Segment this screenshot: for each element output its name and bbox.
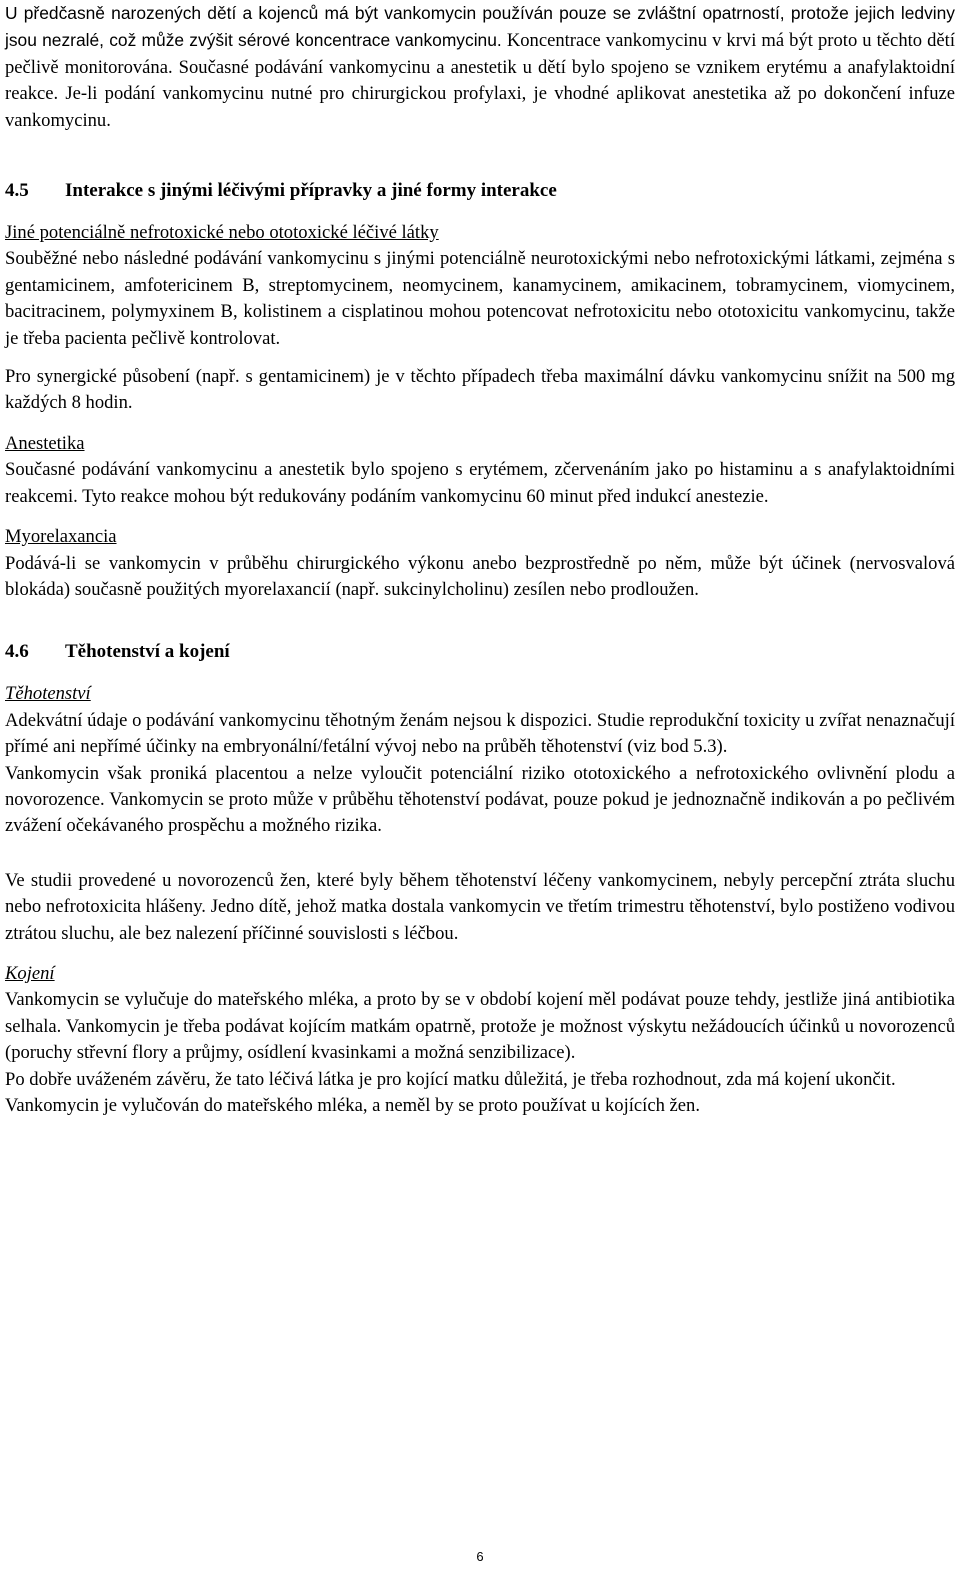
- anesthetics-paragraph: Současné podávání vankomycinu a anestetik bylo spojeno s erytémem, zčervenáním jako po histaminu a s anafylaktoidními reakcemi. Tyto reakce mohou být redukovány podáním vankomycinu 60 minut před indukcí anestezie.: [5, 459, 955, 507]
- page-number: 6: [476, 1549, 484, 1564]
- nephrotoxic-subheading: Jiné potenciálně nefrotoxické nebo ototoxické léčivé látky: [5, 222, 439, 244]
- section-4-6-title: Těhotenství a kojení: [65, 641, 230, 663]
- document-page: [5, 0, 955, 1119]
- pregnancy-paragraph-3: Ve studii provedené u novorozenců žen, které byly během těhotenství léčeny vankomycinem, nebyly percepční ztráta sluchu nebo nefrotoxicita hlášeny. Jedno dítě, jehož matka dostala vankomycin ve třetím trimestru těhotenství, bylo postiženo vodivou ztrátou sluchu, ale bez nalezení příčinné souvislosti s léčbou.: [5, 869, 955, 944]
- breastfeeding-paragraph-1: Vankomycin se vylučuje do mateřského mléka, a proto by se v období kojení měl podávat pouze tehdy, jestliže jiná antibiotika selhala. Vankomycin je třeba podávat kojícím matkám opatrně, protože je možnost výskytu nežádoucích účinků u novorozenců (poruchy střevní flory a průjmy, osídlení kvasinkami a možná senzibilizace).: [5, 989, 955, 1064]
- anesthetics-subheading: Anestetika: [5, 432, 85, 454]
- nephrotoxic-paragraph: Souběžné nebo následné podávání vankomycinu s jinými potenciálně neurotoxickými nebo nefrotoxickými látkami, zejména s gentamicinem, amfotericinem B, streptomycinem, neomycinem, kanamycinem, amikacinem, tobramycinem, viomycinem, bacitracinem, polymyxinem B, kolistinem a cisplatinou mohou potencovat nefrotoxicitu nebo ototoxicitu vankomycinu, takže je třeba pacienta pečlivě kontrolovat.: [5, 248, 955, 349]
- section-4-6-number: 4.6: [5, 641, 29, 663]
- pregnancy-paragraph-1: Adekvátní údaje o podávání vankomycinu těhotným ženám nejsou k dispozici. Studie reprodukční toxicity u zvířat nenaznačují přímé ani nepřímé účinky na embryonální/fetální vývoj nebo na průběh těhotenství (viz bod 5.3).: [5, 709, 955, 758]
- intro-sans-text: U předčasně narozených dětí a kojenců má být vankomycin používán pouze se zvláštní opatrností, protože jejich ledviny jsou nezralé, což může zvýšit sérové koncentrace vankomycinu.: [5, 3, 955, 51]
- myorelaxants-subheading: Myorelaxancia: [5, 526, 117, 548]
- section-4-5-heading: [5, 178, 955, 204]
- section-4-5-number: 4.5: [5, 180, 29, 202]
- section-4-6-heading: [5, 639, 955, 665]
- pregnancy-paragraph-2: Vankomycin však proniká placentou a nelze vyloučit potenciální riziko ototoxického a nefrotoxického ovlivnění plodu a novorozence. Vankomycin se proto může v průběhu těhotenství podávat, pouze pokud je jednoznačně indikován a po pečlivém zvážení očekávaného prospěchu a možného rizika.: [5, 762, 955, 837]
- pregnancy-subheading: Těhotenství: [5, 683, 91, 705]
- breastfeeding-paragraph-2: Po dobře uváženém závěru, že tato léčivá látka je pro kojící matku důležitá, je třeba rozhodnout, zda má kojení ukončit.: [5, 1068, 896, 1090]
- section-4-5-title: Interakce s jinými léčivými přípravky a jiné formy interakce: [65, 180, 557, 202]
- breastfeeding-subheading: Kojení: [5, 962, 55, 984]
- myorelaxants-paragraph: Podává-li se vankomycin v průběhu chirurgického výkonu anebo bezprostředně po něm, může být účinek (nervosvalová blokáda) současně použitých myorelaxancií (např. sukcinylcholinu) zesílen nebo prodloužen.: [5, 552, 955, 600]
- intro-serif-text: Koncentrace vankomycinu v krvi má být proto u těchto dětí pečlivě monitorována. Současné podávání vankomycinu a anestetik u dětí bylo spojeno se vznikem erytému a anafylaktoidní reakce. Je-li podání vankomycinu nutné pro chirurgickou profylaxi, je vhodné aplikovat anestetika až po dokončení infuze vankomycinu.: [5, 30, 956, 131]
- intro-paragraph: [5, 0, 955, 134]
- breastfeeding-paragraph-3: Vankomycin je vylučován do mateřského mléka, a neměl by se proto používat u kojících žen.: [5, 1095, 700, 1116]
- synergy-paragraph: Pro synergické působení (např. s gentamicinem) je v těchto případech třeba maximální dávku vankomycinu snížit na 500 mg každých 8 hodin.: [5, 366, 955, 414]
